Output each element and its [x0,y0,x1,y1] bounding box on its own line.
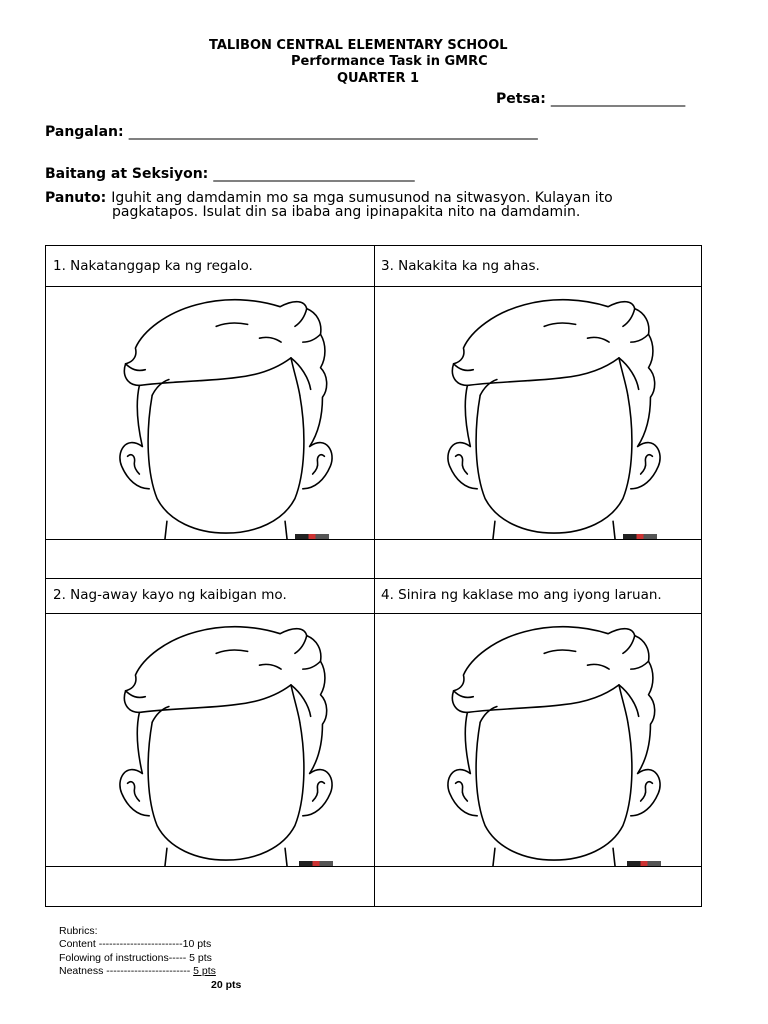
rubric-total: 20 pts [211,979,242,991]
answer-box-3[interactable] [375,540,702,578]
section-blank[interactable]: ______________________________ [213,166,415,182]
situation-2-text: 2. Nag-away kayo ng kaibigan mo. [53,587,287,603]
quarter-label: QUARTER 1 [337,71,420,86]
drawing-area-2[interactable] [96,614,356,870]
rubric-neatness-points: 5 pts [193,965,216,977]
date-field[interactable] [496,88,685,107]
rubric-neatness-label: Neatness ------------------------ [59,965,194,977]
blank-face-outline [96,287,356,539]
drawing-area-3[interactable] [424,287,684,543]
watermark-logo [295,534,329,539]
situation-3-text: 3. Nakakita ka ng ahas. [381,258,540,274]
school-name: TALIBON CENTRAL ELEMENTARY SCHOOL [209,38,508,53]
watermark-logo [623,534,657,539]
grid-line [46,578,701,579]
watermark-logo [299,861,333,866]
section-field[interactable] [45,163,414,182]
rubric-neatness [59,965,216,977]
rubric-content: Content ------------------------10 pts [59,938,212,950]
rubric-following: Folowing of instructions----- 5 pts [59,952,212,964]
answer-box-2[interactable] [46,867,374,907]
blank-face-outline [424,614,684,866]
answer-box-4[interactable] [375,867,702,907]
situation-1-text: 1. Nakatanggap ka ng regalo. [53,258,253,274]
watermark-logo [627,861,661,866]
activity-grid [45,245,702,907]
situation-4-text: 4. Sinira ng kaklase mo ang iyong laruan. [381,587,662,603]
answer-box-1[interactable] [46,540,374,578]
name-field[interactable] [45,121,537,140]
name-label: Pangalan: [45,124,124,140]
instructions-label: Panuto: [45,190,107,206]
name-blank[interactable]: _____________________________________________________________ [128,124,538,140]
rubrics-title: Rubrics: [59,925,98,937]
instructions-line-1: Iguhit ang damdamin mo sa mga sumusunod na sitwasyon. Kulayan ito [111,190,613,206]
instructions-line-2: pagkatapos. Isulat din sa ibaba ang ipinapakita nito na damdamin. [112,204,581,220]
date-label: Petsa: [496,91,546,107]
date-blank[interactable]: ____________________ [550,91,685,107]
blank-face-outline [424,287,684,539]
drawing-area-1[interactable] [96,287,356,543]
task-title: Performance Task in GMRC [291,54,488,69]
blank-face-outline [96,614,356,866]
drawing-area-4[interactable] [424,614,684,870]
section-label: Baitang at Seksiyon: [45,166,209,182]
